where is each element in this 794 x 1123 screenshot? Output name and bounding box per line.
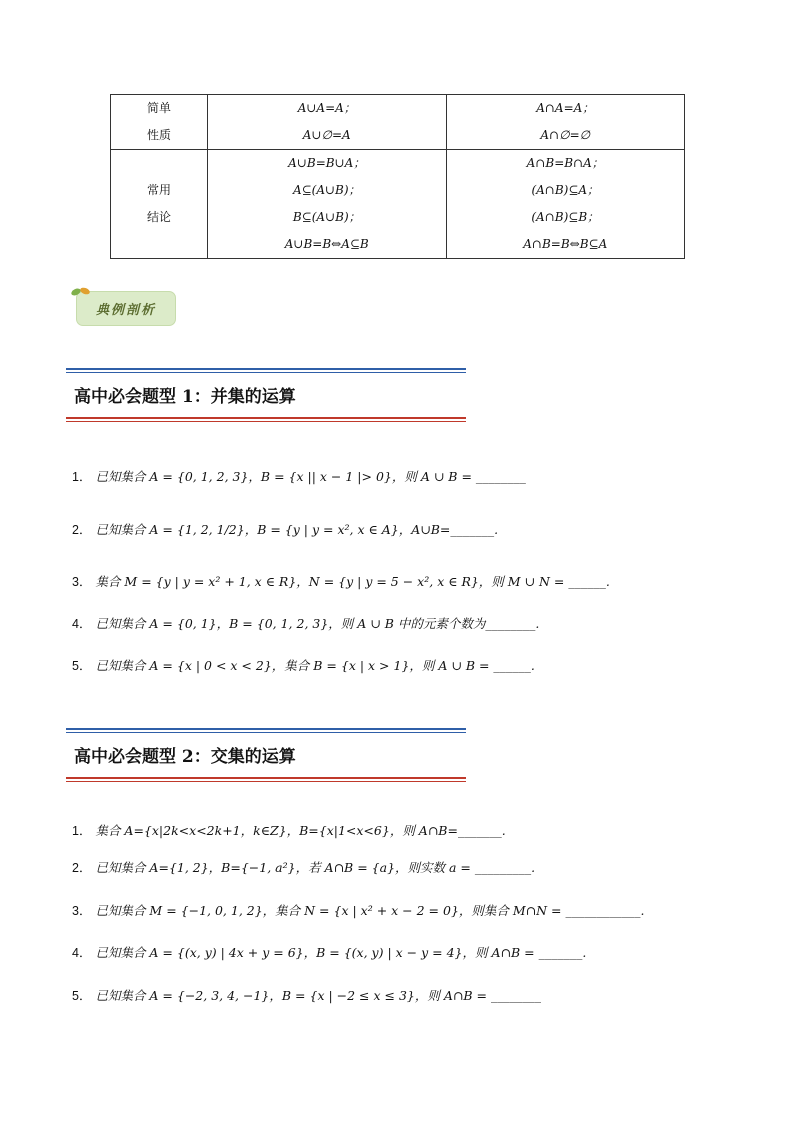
leaf-icon: [70, 285, 92, 299]
problem-text: 已知集合 A = {−2, 3, 4, −1}，B = {x | −2 ≤ x ≤ 3}，则 A∩B = ________: [95, 988, 541, 1003]
label-line: 性质: [146, 128, 171, 142]
section-heading-intersection: [66, 728, 466, 782]
problem-text: 已知集合 A = {(x, y) | 4x + y = 6}，B = {(x, y) | x − y = 4}，则 A∩B = _______.: [95, 945, 587, 960]
problem-item: [72, 608, 539, 638]
problem-number: 2．: [72, 861, 92, 875]
formula-line: A∪B=B∪A；: [288, 156, 366, 170]
problem-item: [72, 650, 535, 680]
problem-text: 已知集合 A = {0, 1, 2, 3}，B = {x || x − 1 |> 0}，则 A ∪ B = ________: [95, 469, 526, 484]
label-line: 常用: [146, 183, 171, 197]
problem-item: [72, 514, 498, 544]
section-title: 高中必会题型 2：交集的运算: [74, 747, 296, 767]
intersection-cell: [446, 95, 685, 150]
problem-text: 已知集合 A={1, 2}，B={−1, a²}，若 A∩B = {a}，则实数 a = _________.: [95, 860, 536, 875]
label-line: 简单: [146, 101, 171, 115]
problem-text: 已知集合 A = {x | 0 < x < 2}，集合 B = {x | x > 1}，则 A ∪ B = ______.: [95, 658, 535, 673]
union-cell: [208, 150, 447, 259]
problem-number: 2．: [72, 523, 92, 537]
problem-text: 已知集合 A = {1, 2, 1/2}，B = {y | y = x², x ∈ A}，A∪B=_______.: [95, 522, 499, 537]
table-row: [111, 95, 685, 150]
problem-item: [72, 815, 506, 845]
problem-number: 3．: [72, 904, 92, 918]
section-heading-union: [66, 368, 466, 422]
formula-line: (A∩B)⊆B；: [531, 210, 600, 224]
label-line: 结论: [146, 210, 171, 224]
problem-item: [72, 566, 610, 596]
formula-line: A⊆(A∪B)；: [292, 183, 361, 197]
problem-item: [72, 895, 644, 925]
formula-line: A∪∅=A: [302, 128, 351, 142]
union-cell: [208, 95, 447, 150]
problem-item: [72, 461, 526, 491]
problem-item: [72, 980, 541, 1010]
problem-text: 已知集合 A = {0, 1}，B = {0, 1, 2, 3}，则 A ∪ B 中的元素个数为________.: [95, 616, 540, 631]
row-label: [111, 95, 208, 150]
formula-line: A∪A=A；: [297, 101, 356, 115]
problem-number: 1．: [72, 470, 92, 484]
problem-text: 集合 A={x|2k<x<2k+1，k∈Z}，B={x|1<x<6}，则 A∩B=_______.: [95, 823, 506, 838]
problem-text: 集合 M = {y | y = x² + 1, x ∈ R}，N = {y | y = 5 − x², x ∈ R}，则 M ∪ N = ______.: [95, 574, 610, 589]
table-row: [111, 150, 685, 259]
formula-line: B⊆(A∪B)；: [292, 210, 361, 224]
formula-line: A∩B=B⇔B⊆A: [523, 237, 608, 251]
problem-number: 5．: [72, 989, 92, 1003]
formula-line: A∩B=B∩A；: [526, 156, 604, 170]
problem-item: [72, 852, 535, 882]
formula-line: A∩A=A；: [536, 101, 595, 115]
formula-line: A∩∅=∅: [540, 128, 591, 142]
problem-text: 已知集合 M = {−1, 0, 1, 2}，集合 N = {x | x² + x − 2 = 0}，则集合 M∩N = ____________.: [95, 903, 645, 918]
properties-table: [110, 94, 685, 259]
formula-line: (A∩B)⊆A；: [531, 183, 600, 197]
problem-item: [72, 937, 586, 967]
section-title: 高中必会题型 1：并集的运算: [74, 387, 296, 407]
intersection-cell: [446, 150, 685, 259]
problem-number: 3．: [72, 575, 92, 589]
formula-line: A∪B=B⇔A⊆B: [284, 237, 369, 251]
problem-number: 4．: [72, 946, 92, 960]
row-label: [111, 150, 208, 259]
problem-number: 4．: [72, 617, 92, 631]
problem-number: 1．: [72, 824, 92, 838]
problem-number: 5．: [72, 659, 92, 673]
badge-label: 典例剖析: [95, 303, 156, 318]
